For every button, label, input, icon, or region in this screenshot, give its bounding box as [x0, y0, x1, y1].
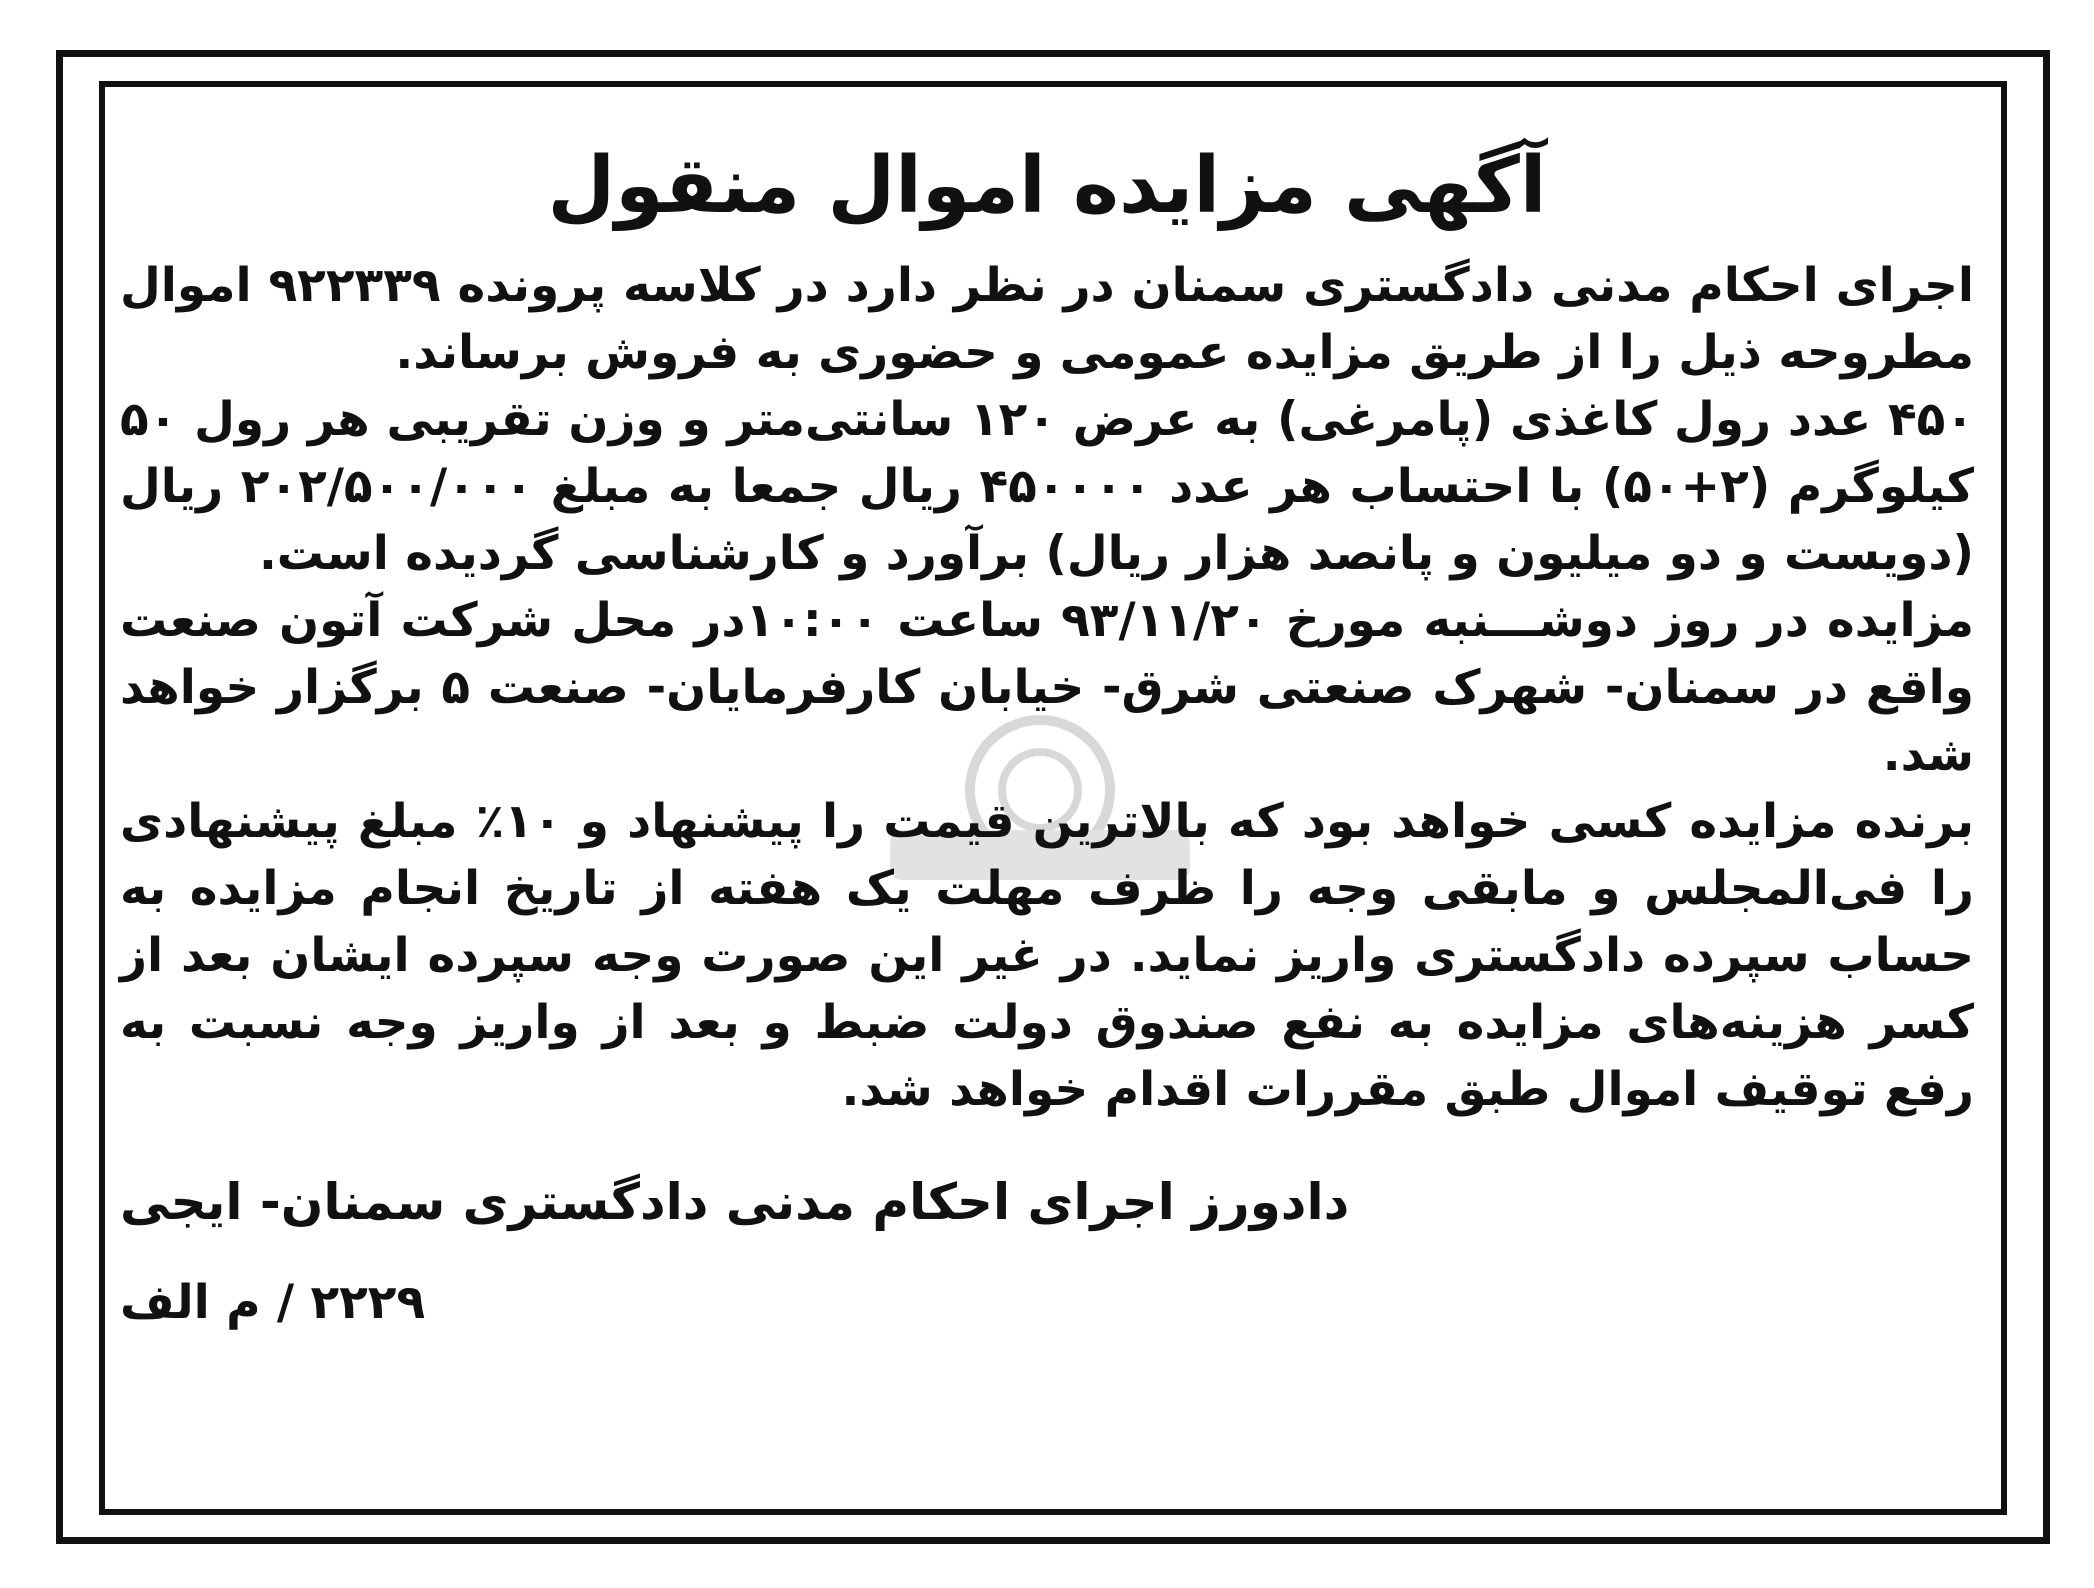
reference-block	[120, 1237, 1974, 1330]
notice-title: آگهی مزایده اموال منقول	[547, 141, 1547, 231]
reference-number: ۲۲۲۹ / م الف	[120, 1274, 426, 1330]
paragraph-items: ۴۵۰ عدد رول کاغذی (پامرغی) به عرض ۱۲۰ سانتی‌متر و وزن تقریبی هر رول ۵۰ کیلوگرم (۲+۵۰) با احتساب هر عدد ۴۵۰۰۰۰ ریال جمعا به مبلغ ۲۰۲/۵۰۰/۰۰۰ ریال (دویست و دو میلیون و پانصد هزار ریال) برآورد و کارشناسی گردیده است.	[120, 391, 1975, 581]
notice-content	[120, 140, 1974, 1330]
paragraph-conditions: برنده مزایده کسی خواهد بود که بالاترین قیمت را پیشنهاد و ۱۰٪ مبلغ پیشنهادی را فی‌المجلس و مابقی وجه را ظرف مهلت یک هفته از تاریخ انجام مزایده به حساب سپرده دادگستری واریز نماید. در غیر این صورت وجه سپرده ایشان بعد از کسر هزینه‌های مزایده به نفع صندوق دولت ضبط و بعد از واریز وجه نسبت به رفع توقیف اموال طبق مقررات اقدام خواهد شد.	[120, 793, 1974, 1117]
paragraph-intro: اجرای احکام مدنی دادگستری سمنان در نظر دارد در کلاسه پرونده ۹۲۲۳۳۹ اموال مطروحه ذیل را از طریق مزایده عمومی و حضوری به فروش برساند.	[120, 257, 1974, 380]
signature-block	[120, 1123, 1974, 1237]
paragraph-schedule: مزایده در روز دوشـــنبه مورخ ۹۳/۱۱/۲۰ ساعت ۱۰:۰۰در محل شرکت آتون صنعت واقع در سمنان- شهرک صنعتی شرق- خیابان کارفرمایان- صنعت ۵ برگزار خواهد شد.	[120, 592, 1974, 782]
signature: دادورز اجرای احکام مدنی دادگستری سمنان- ایجی	[120, 1172, 1350, 1231]
